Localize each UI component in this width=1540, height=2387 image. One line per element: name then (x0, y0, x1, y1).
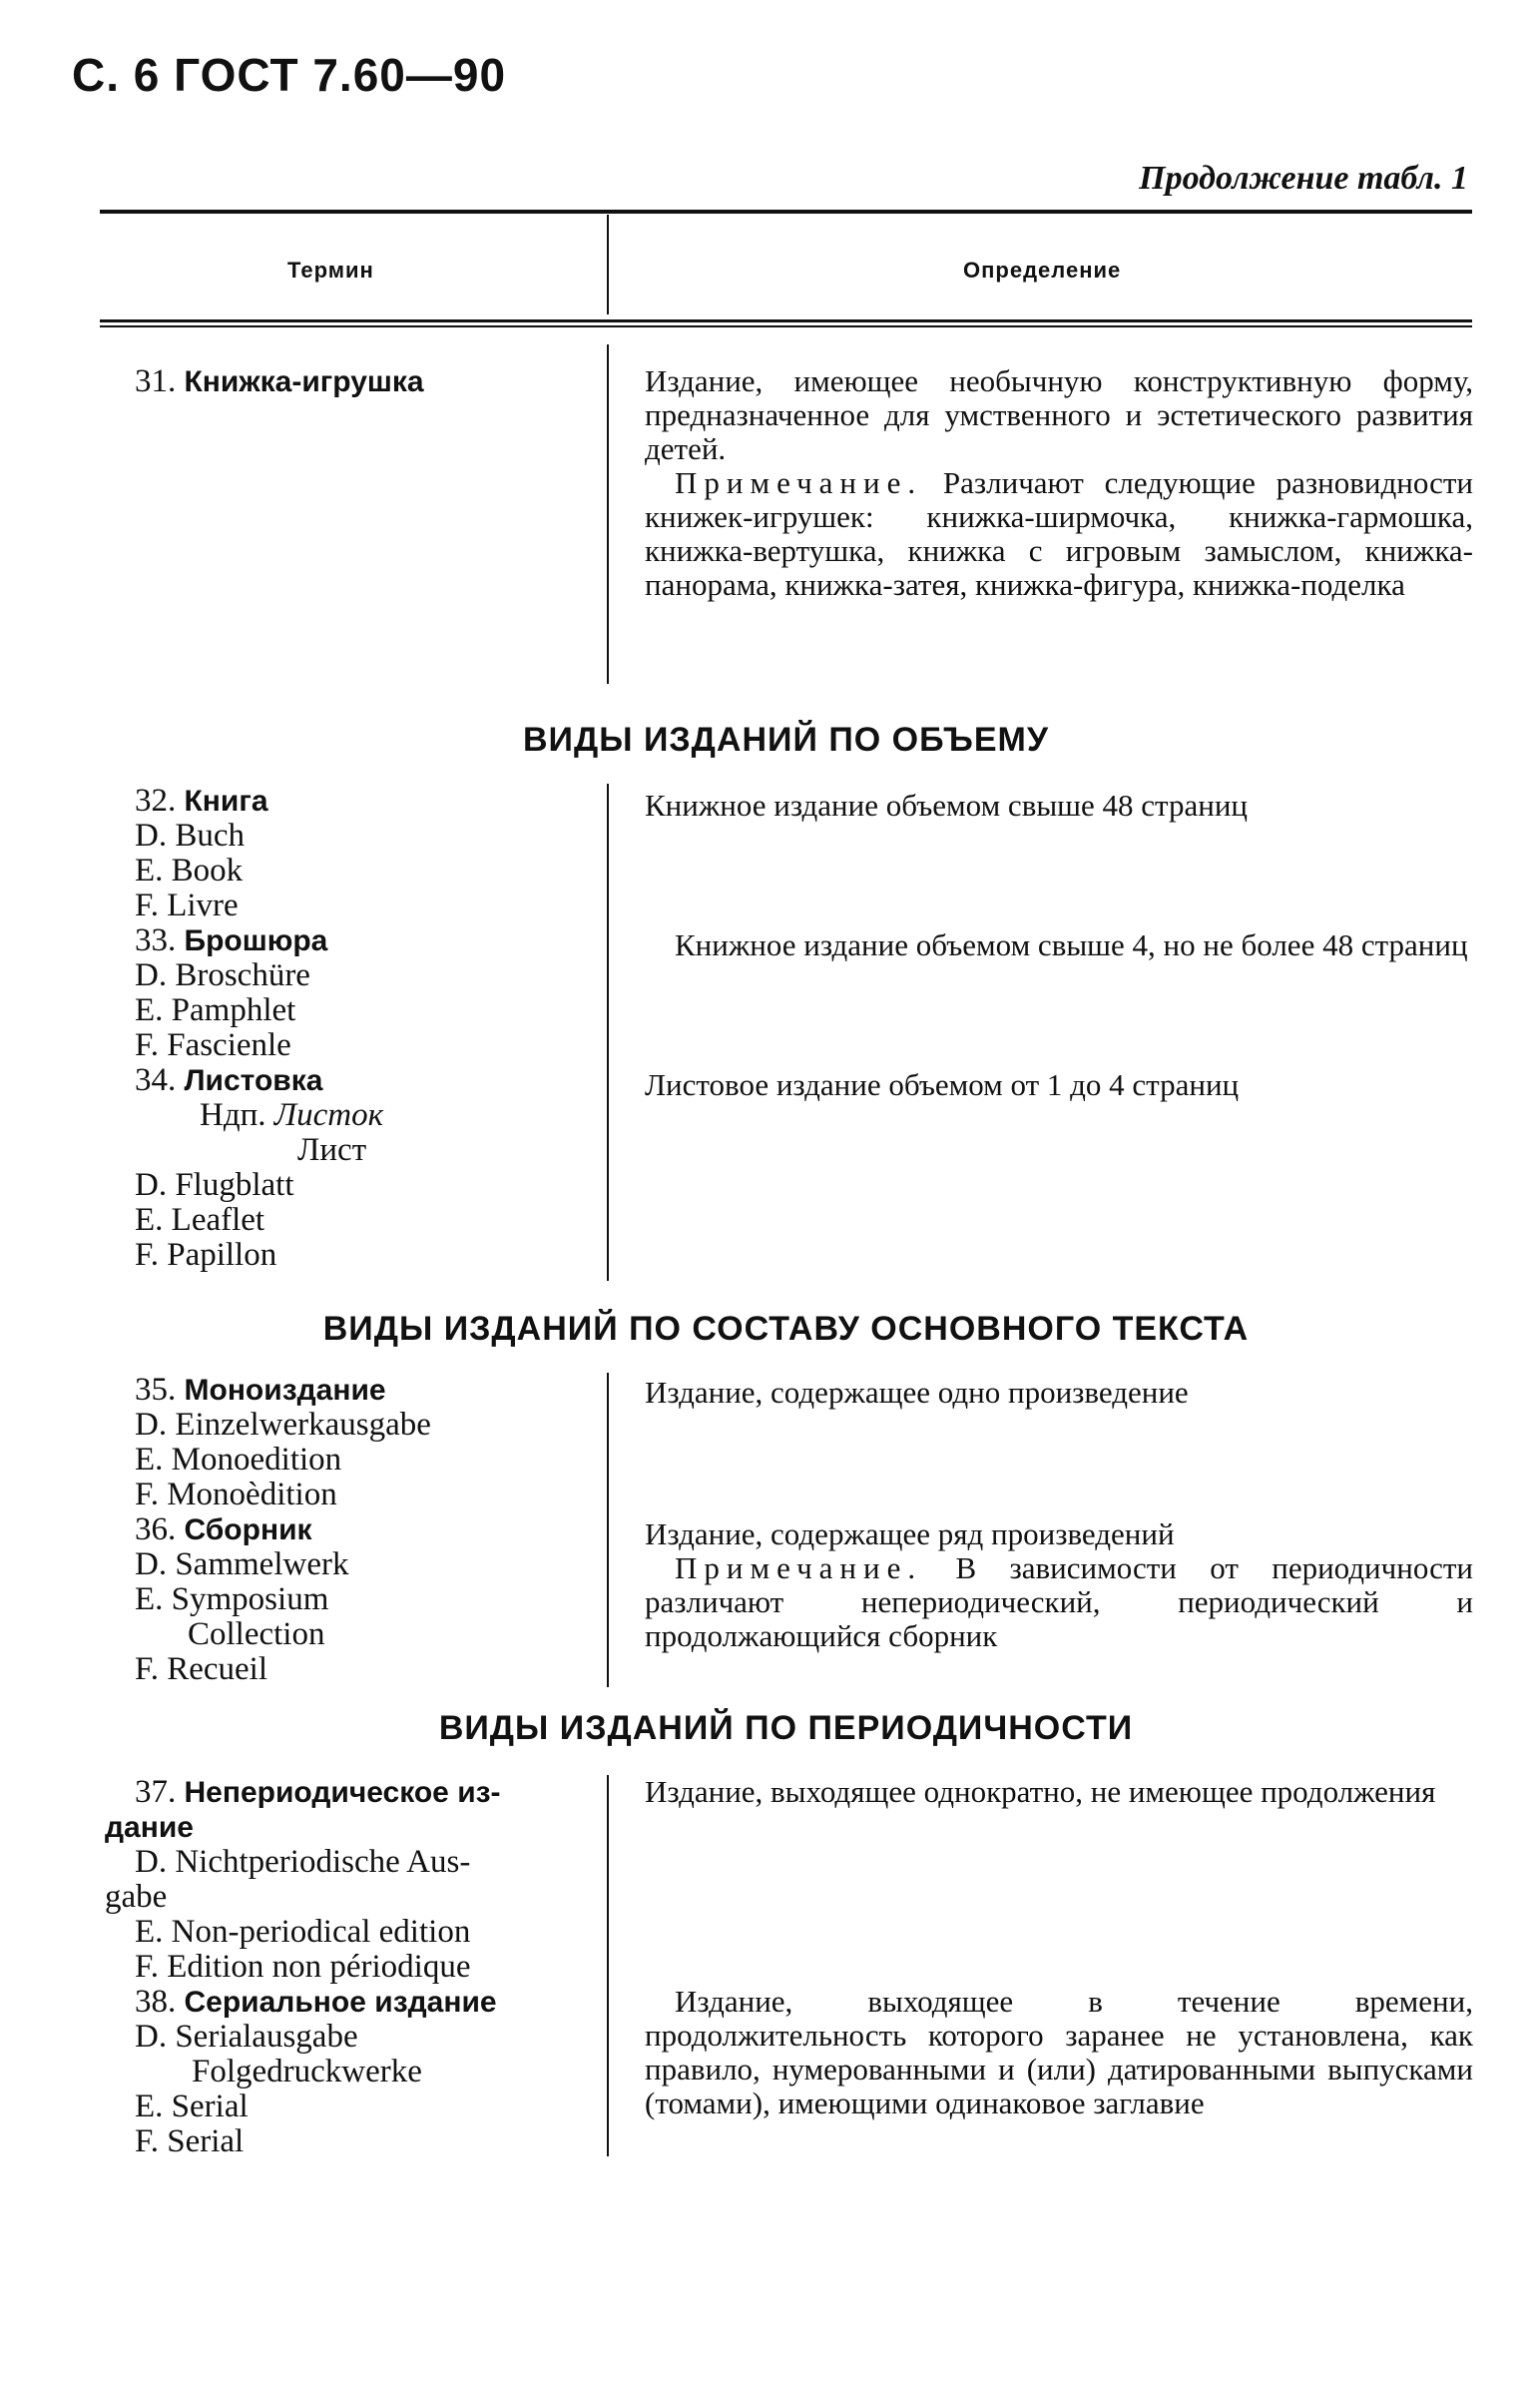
column-divider (607, 1775, 609, 2156)
note (645, 466, 1473, 602)
entry-33-term (135, 923, 327, 958)
section-title: ВИДЫ ИЗДАНИЙ ПО ПЕРИОДИЧНОСТИ (438, 1709, 1134, 1747)
entry-37-term (135, 1775, 579, 1810)
term-french: F. Edition non périodique (135, 1949, 471, 1985)
entry-number: 32. (135, 783, 177, 819)
header-column-divider (607, 215, 609, 314)
term-french: F. Serial (135, 2123, 245, 2159)
entry-36-term (135, 1512, 312, 1547)
note-label: Примечание. (675, 465, 923, 500)
section-title: ВИДЫ ИЗДАНИЙ ПО ОБЪЕМУ (523, 721, 1049, 759)
entry-number: 36. (135, 1511, 177, 1547)
term-title: Брошюра (184, 924, 328, 957)
term-french: F. Papillon (135, 1237, 277, 1273)
table-continued-label: Продолжение табл. 1 (1139, 160, 1468, 197)
term-french: F. Livre (135, 888, 239, 923)
column-divider (607, 784, 609, 1281)
entry-33-definition: Книжное издание объемом свыше 4, но не более 48 страниц (675, 927, 1468, 962)
term-english: E. Monoedition (135, 1442, 342, 1478)
entry-38-term (135, 1985, 497, 2020)
note-label: Примечание. (675, 1550, 923, 1585)
term-english: E. Symposium (135, 1581, 329, 1617)
term-german: D. Broschüre (135, 957, 310, 993)
entry-38-definition: Издание, выходящее в течение времени, продолжительность которого заранее не установлена, как правило, нумерованными и (или) датированными выпусками (томами), имеющими одинаковое заглавие (645, 1984, 1473, 2120)
page-header: С. 6 ГОСТ 7.60—90 (72, 49, 507, 101)
table-top-rule (100, 210, 1472, 214)
term-german-cont: Folgedruckwerke (192, 2054, 422, 2089)
entry-37-definition: Издание, выходящее однократно, не имеющее продолжения (645, 1774, 1436, 1809)
header-bottom-rule-2 (100, 325, 1472, 327)
term-german: D. Serialausgabe (135, 2019, 358, 2055)
entry-32-definition: Книжное издание объемом свыше 48 страниц (645, 788, 1249, 823)
entry-34-term (135, 1063, 322, 1098)
entry-37-term-cont (105, 1810, 194, 1845)
ndp-term: Листок (273, 1097, 384, 1133)
entry-31-term (135, 364, 424, 399)
entry-number: 35. (135, 1372, 177, 1408)
term-english: E. Non-periodical edition (135, 1914, 471, 1950)
entry-number: 34. (135, 1062, 177, 1098)
entry-32-term (135, 784, 268, 819)
term-german: D. Nichtperiodische Aus- (135, 1844, 471, 1880)
entry-number: 38. (135, 1984, 177, 2020)
term-title: Сборник (184, 1513, 312, 1546)
ndp-label: Ндп. (200, 1097, 266, 1133)
definition-text: Издание, содержащее ряд произведений (645, 1516, 1175, 1551)
column-header-definition: Определение (963, 258, 1122, 283)
entry-34-definition: Листовое издание объемом от 1 до 4 страниц (645, 1067, 1240, 1102)
entry-number: 31. (135, 363, 177, 399)
note-text: Различают следующие разновидности книжек-игрушек: книжка-ширмочка, книжка-гармошка, книжка-вертушка, книжка с игровым замыслом, книжка-панорама, книжка-затея, книжка-фигура, книжка-поделка (645, 465, 1473, 602)
term-german: D. Buch (135, 818, 245, 854)
non-recommended-term (200, 1098, 383, 1133)
column-divider (607, 344, 609, 684)
term-french: F. Monoèdition (135, 1477, 337, 1512)
ndp-term: Лист (297, 1132, 367, 1168)
term-english-cont: Collection (188, 1616, 325, 1652)
term-title-cont: дание (105, 1811, 194, 1844)
term-english: E. Serial (135, 2089, 249, 2124)
column-divider (607, 1373, 609, 1687)
entry-number: 33. (135, 922, 177, 958)
entry-31-definition (645, 364, 1473, 602)
note-text: В зависимости от периодичности различают непериодический, периодический и продолжающийся сборник (645, 1550, 1473, 1653)
term-french: F. Recueil (135, 1651, 267, 1687)
term-english: E. Pamphlet (135, 992, 296, 1028)
definition-text: Издание, имеющее необычную конструктивную форму, предназначенное для умственного и эстетического развития детей. (645, 363, 1473, 466)
section-title: ВИДЫ ИЗДАНИЙ ПО СОСТАВУ ОСНОВНОГО ТЕКСТА (322, 1310, 1250, 1348)
entry-35-definition: Издание, содержащее одно произведение (645, 1375, 1189, 1410)
term-german: D. Flugblatt (135, 1167, 294, 1203)
term-title: Книжка-игрушка (184, 365, 424, 398)
term-german: D. Sammelwerk (135, 1546, 349, 1582)
column-header-term: Термин (287, 258, 374, 283)
term-title: Книга (184, 785, 268, 818)
term-title: Непериодическое из- (184, 1776, 501, 1809)
term-title: Моноиздание (184, 1374, 386, 1407)
entry-36-definition (645, 1517, 1473, 1653)
term-english: E. Book (135, 853, 244, 889)
term-german: D. Einzelwerkausgabe (135, 1407, 431, 1443)
term-german-cont: gabe (105, 1879, 168, 1915)
term-french: F. Fascienle (135, 1027, 291, 1063)
note (645, 1551, 1473, 1653)
header-bottom-rule (100, 319, 1472, 322)
term-title: Сериальное издание (184, 1986, 497, 2019)
entry-35-term (135, 1373, 386, 1408)
term-title: Листовка (184, 1064, 323, 1097)
term-english: E. Leaflet (135, 1202, 265, 1238)
entry-number: 37. (135, 1774, 177, 1810)
